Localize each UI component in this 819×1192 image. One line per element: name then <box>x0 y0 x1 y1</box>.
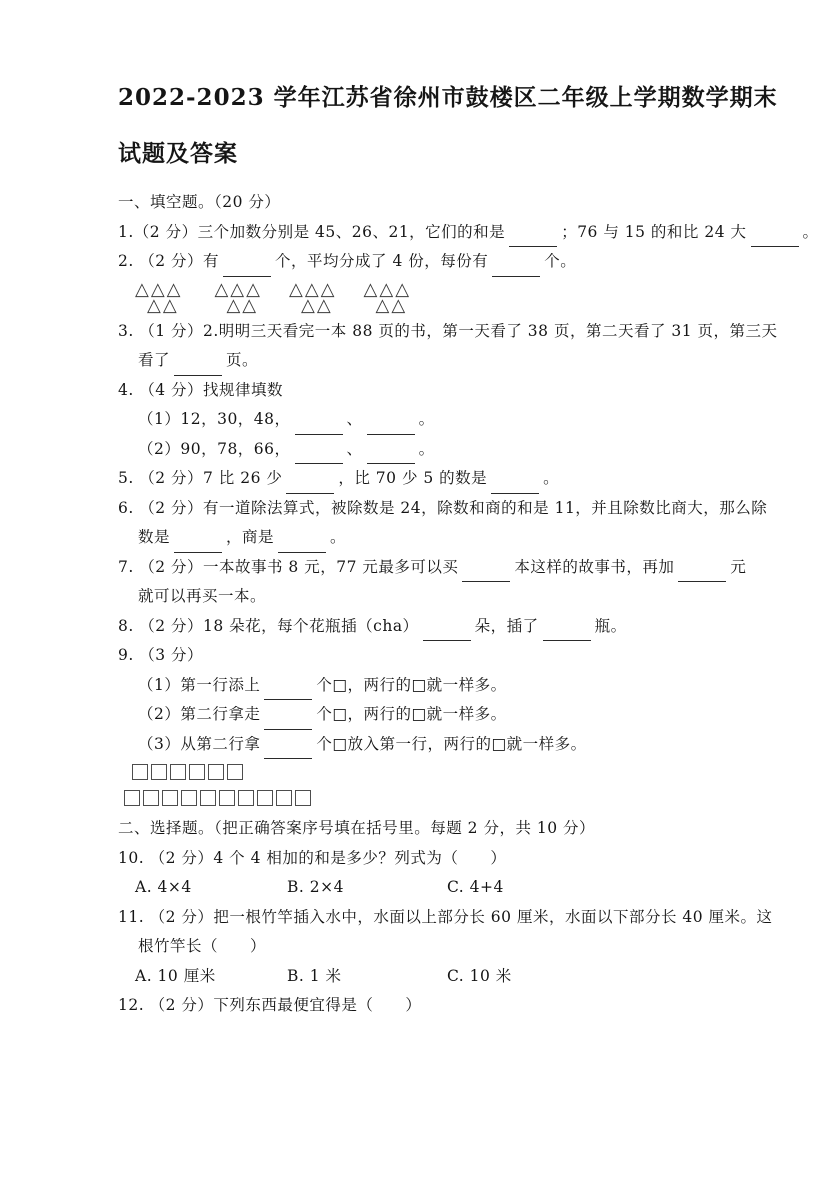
answer-blank <box>223 260 271 277</box>
square-icon <box>200 790 216 806</box>
answer-blank <box>264 684 312 701</box>
answer-blank <box>295 448 343 465</box>
question-4-text: （1）12，30，48， <box>138 410 291 428</box>
answer-blank <box>492 260 540 277</box>
question-7-text: 7. （2 分）一本故事书 8 元，77 元最多可以买 <box>118 557 459 576</box>
question-2-text: 个。 <box>544 252 577 270</box>
question-8-text: 朵，插了 <box>474 616 539 635</box>
triangle-icon: △△ <box>375 294 408 316</box>
question-5-text: 5. （2 分）7 比 26 少 <box>118 469 283 487</box>
triangle-icon: △△△ <box>363 278 412 300</box>
answer-blank <box>367 448 415 465</box>
triangle-group-icon <box>214 278 262 316</box>
triangle-icon: △△△ <box>214 278 262 300</box>
square-icon <box>162 790 178 806</box>
square-icon <box>143 790 159 806</box>
option-a: A. 4×4 <box>135 878 192 896</box>
question-4-text: 、 <box>346 410 363 428</box>
square-icon <box>257 790 273 806</box>
triangle-group-icon <box>135 278 183 316</box>
question-5 <box>118 464 793 494</box>
question-3-text: 页。 <box>226 351 259 369</box>
square-icon <box>124 790 140 806</box>
question-8-text: 瓶。 <box>594 616 627 635</box>
section-choice-heading: 二、选择题。（把正确答案序号填在括号里。每题 2 分，共 10 分） <box>118 819 596 837</box>
question-2-text: 个，平均分成了 4 份，每份有 <box>275 252 489 270</box>
question-2 <box>118 247 793 277</box>
triangle-icon: △△ <box>226 294 259 316</box>
square-icon <box>219 790 235 806</box>
question-9-stem: 9. （3 分） <box>118 646 204 664</box>
question-9-item-2 <box>138 700 793 730</box>
question-4-text: 。 <box>418 439 435 458</box>
question-9-text: 个□放入第一行，两行的□就一样多。 <box>316 734 587 753</box>
square-row-bottom <box>124 785 793 811</box>
question-1-text: ；76 与 15 的和比 24 大 <box>561 222 747 241</box>
question-8 <box>118 612 793 642</box>
question-1 <box>118 218 819 248</box>
question-11-line-2: 根竹竿长（ ） <box>138 937 267 955</box>
question-6-text: 。 <box>330 528 347 546</box>
title-line-1: 2022-2023 学年江苏省徐州市鼓楼区二年级上学期数学期末 <box>118 84 778 111</box>
triangle-icon: △△△ <box>135 278 183 300</box>
question-3-line-1: 3. （1 分）2.明明三天看完一本 88 页的书，第一天看了 38 页，第二天看了 31 页，第三天 <box>118 321 778 340</box>
answer-blank <box>286 477 334 494</box>
question-4-text: （2）90，78，66， <box>138 439 291 458</box>
question-1-text: 1.（2 分）三个加数分别是 45、26、21，它们的和是 <box>118 222 506 241</box>
square-icon <box>189 764 205 780</box>
question-9-text: （3）从第二行拿 <box>138 734 261 753</box>
triangle-group-icon <box>363 278 412 316</box>
exam-document-page <box>0 70 819 1192</box>
answer-blank <box>264 743 312 760</box>
triangle-figure <box>135 278 793 316</box>
question-3-text: 看了 <box>138 351 171 369</box>
square-row-top <box>132 759 793 785</box>
triangle-icon: △△△ <box>289 278 337 300</box>
section-fill-heading: 一、填空题。（20 分） <box>118 193 281 211</box>
answer-blank <box>367 418 415 435</box>
question-4-text: 、 <box>346 439 363 458</box>
question-3-line-2 <box>138 346 793 376</box>
question-12-stem: 12. （2 分）下列东西最便宜得是（ ） <box>118 996 422 1014</box>
answer-blank <box>543 625 591 642</box>
answer-blank <box>174 536 222 553</box>
question-6-text: ，商是 <box>226 528 275 546</box>
square-icon <box>181 790 197 806</box>
answer-blank <box>174 359 222 376</box>
triangle-group-icon <box>289 278 337 316</box>
square-icon <box>227 764 243 780</box>
square-icon <box>132 764 148 780</box>
question-9-text: （1）第一行添上 <box>138 675 261 694</box>
question-7-text: 元 <box>730 557 747 576</box>
question-5-text: 。 <box>543 469 560 487</box>
question-4-item-2 <box>138 435 793 465</box>
answer-blank <box>278 536 326 553</box>
answer-blank <box>264 713 312 730</box>
answer-blank <box>678 566 726 583</box>
question-4-text: 。 <box>418 410 435 428</box>
option-b: B. 1 米 <box>287 966 342 985</box>
question-7-line-2: 就可以再买一本。 <box>138 587 267 605</box>
option-c: C. 4+4 <box>447 878 504 896</box>
question-2-text: 2. （2 分）有 <box>118 252 220 270</box>
question-6-text: 数是 <box>138 528 171 546</box>
answer-blank <box>751 231 799 248</box>
option-c: C. 10 米 <box>447 966 512 985</box>
square-icon <box>208 764 224 780</box>
triangle-icon: △△ <box>147 294 179 316</box>
question-11-line-1: 11. （2 分）把一根竹竿插入水中，水面以上部分长 60 厘米，水面以下部分长 40 厘米。这 <box>118 907 773 926</box>
question-5-text: ，比 70 少 5 的数是 <box>338 469 488 487</box>
answer-blank <box>491 477 539 494</box>
question-10-stem: 10. （2 分）4 个 4 相加的和是多少？列式为（ ） <box>118 848 507 867</box>
question-9-item-1 <box>138 671 793 701</box>
question-7-line-1 <box>118 553 793 583</box>
question-9-text: 个□，两行的□就一样多。 <box>316 675 507 694</box>
page-title <box>118 70 778 182</box>
question-6-line-2 <box>138 523 793 553</box>
answer-blank <box>462 566 510 583</box>
answer-blank <box>295 418 343 435</box>
triangle-icon: △△ <box>301 294 333 316</box>
question-9-item-3 <box>138 730 793 760</box>
square-icon <box>295 790 311 806</box>
question-4-item-1 <box>138 405 793 435</box>
question-6-line-1: 6. （2 分）有一道除法算式，被除数是 24，除数和商的和是 11，并且除数比商大，那么除 <box>118 498 768 517</box>
question-11-options <box>135 962 793 992</box>
square-icon <box>276 790 292 806</box>
answer-blank <box>423 625 471 642</box>
question-8-text: 8. （2 分）18 朵花，每个花瓶插（cha） <box>118 616 419 635</box>
square-icon <box>151 764 167 780</box>
option-b: B. 2×4 <box>287 878 344 896</box>
title-line-2: 试题及答案 <box>118 140 238 167</box>
square-icon <box>170 764 186 780</box>
question-9-text: （2）第二行拿走 <box>138 705 261 723</box>
answer-blank <box>509 231 557 248</box>
option-a: A. 10 厘米 <box>135 966 216 985</box>
question-10-options <box>135 873 793 903</box>
question-1-text: 。 <box>802 222 819 241</box>
question-9-text: 个□，两行的□就一样多。 <box>316 705 507 723</box>
square-icon <box>238 790 254 806</box>
question-4-stem: 4. （4 分）找规律填数 <box>118 380 284 399</box>
question-7-text: 本这样的故事书，再加 <box>514 557 675 576</box>
